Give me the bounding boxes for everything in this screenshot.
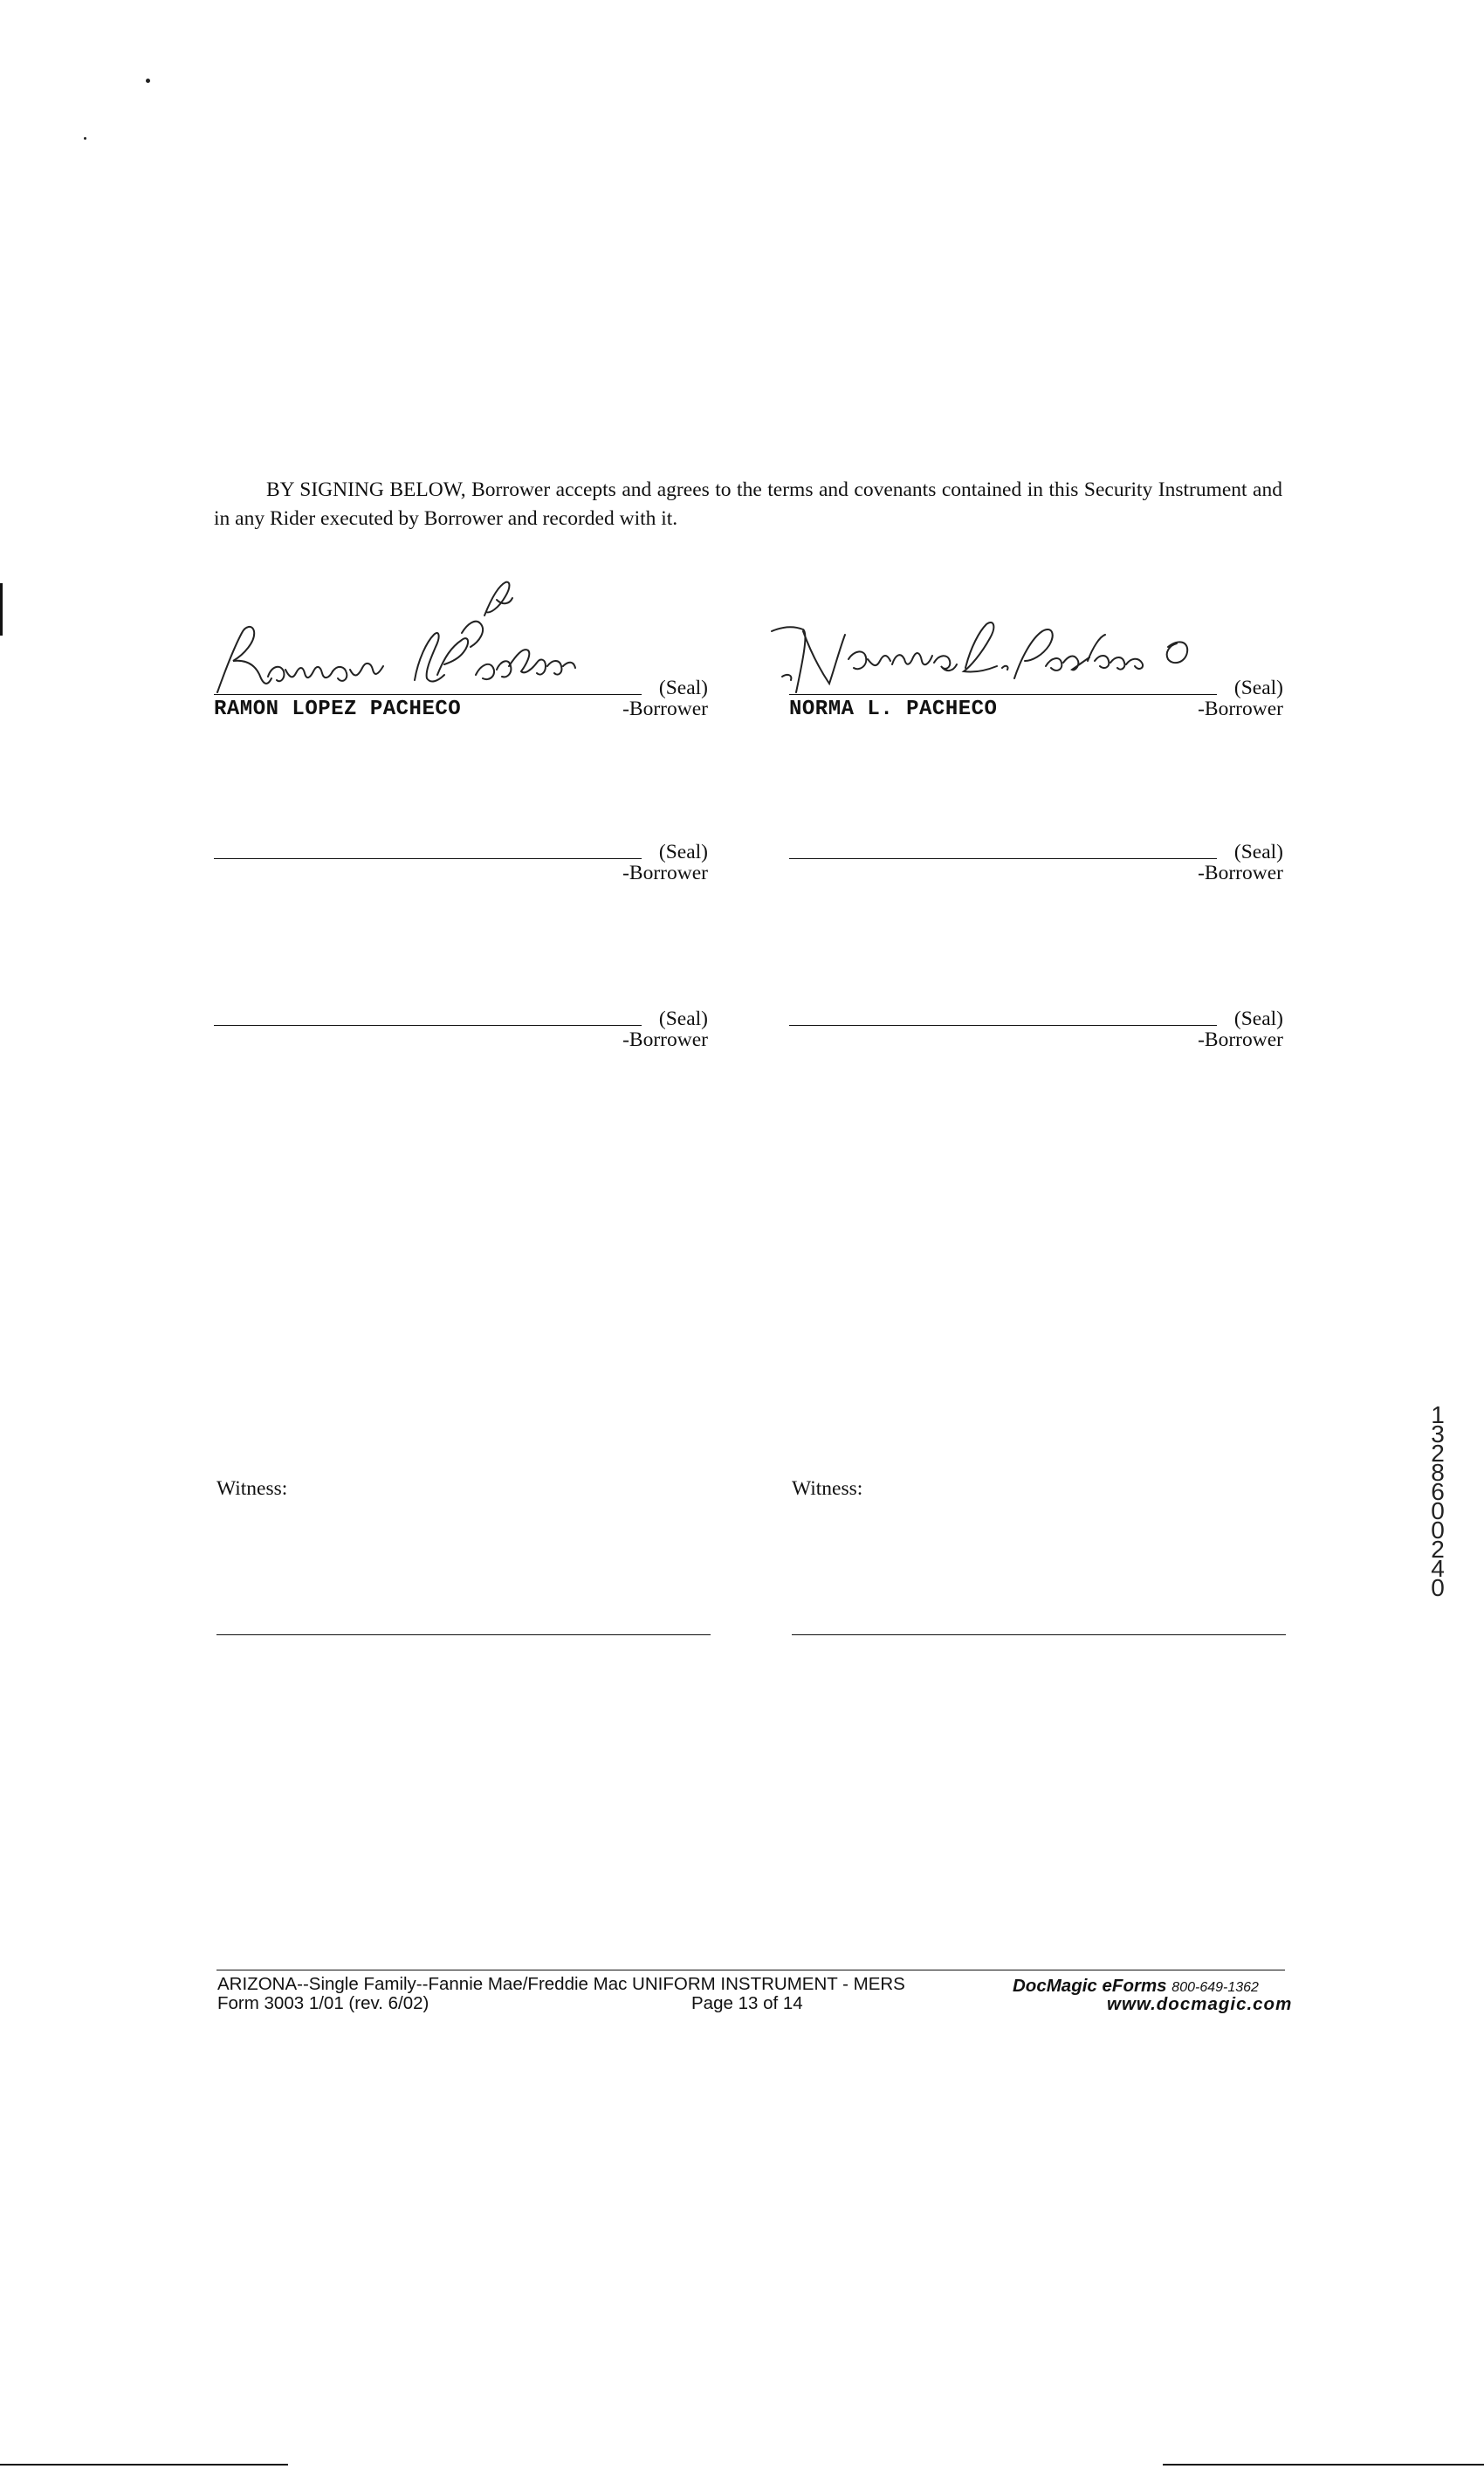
signature-block-ramon [214, 677, 708, 781]
seal-label: (Seal) [658, 841, 708, 863]
signature-block-blank [789, 1008, 1283, 1112]
seal-label: (Seal) [1233, 677, 1283, 699]
signature-acknowledgement-text [214, 476, 1282, 533]
borrower-label: -Borrower [622, 698, 708, 720]
seal-label: (Seal) [1233, 841, 1283, 863]
signature-block-blank [214, 841, 708, 946]
signature-block-norma [789, 677, 1283, 781]
witness-signature-line [792, 1634, 1286, 1635]
footer-phone: 800-649-1362 [1171, 1980, 1259, 1995]
seal-label: (Seal) [658, 1008, 708, 1030]
eforms-logo: eForms [1102, 1976, 1167, 1996]
recording-number-stamp: 13286 00240 [1431, 1401, 1445, 1601]
footer-form-title: ARIZONA--Single Family--Fannie Mae/Freddie Mac UNIFORM INSTRUMENT - MERS [217, 1974, 905, 1994]
borrower-label: -Borrower [1198, 698, 1283, 720]
signature-line [214, 858, 642, 859]
signature-line [789, 1025, 1217, 1026]
scan-edge-mark [0, 583, 3, 636]
borrower-label: -Borrower [622, 862, 708, 884]
scan-speck [146, 79, 150, 83]
scan-edge-mark [1163, 2464, 1484, 2466]
signature-block-blank [789, 841, 1283, 946]
witness-signature-line [216, 1634, 711, 1635]
signer-name: NORMA L. PACHECO [789, 698, 998, 721]
signature-block-blank [214, 1008, 708, 1112]
signature-line [789, 694, 1217, 695]
signer-name: RAMON LOPEZ PACHECO [214, 698, 462, 721]
footer-page-number: Page 13 of 14 [691, 1993, 803, 2013]
footer-url: www.docmagic.com [1107, 1994, 1293, 2014]
scan-edge-mark [0, 2464, 288, 2466]
seal-label: (Seal) [658, 677, 708, 699]
witness-label: Witness: [216, 1477, 288, 1500]
signature-line [789, 858, 1217, 859]
seal-label: (Seal) [1233, 1008, 1283, 1030]
footer-form-number: Form 3003 1/01 (rev. 6/02) [217, 1993, 429, 2013]
signature-line [214, 1025, 642, 1026]
borrower-label: -Borrower [622, 1028, 708, 1051]
witness-label: Witness: [792, 1477, 863, 1500]
borrower-label: -Borrower [1198, 862, 1283, 884]
acknowledgement-sentence: BY SIGNING BELOW, Borrower accepts and agrees to the terms and covenants contained in this Security Instrument and in any Rider executed by Borrower and recorded with it. [214, 478, 1282, 530]
signature-norma [784, 563, 1220, 694]
docmagic-logo: DocMagic [1013, 1976, 1097, 1996]
borrower-label: -Borrower [1198, 1028, 1283, 1051]
scan-speck [84, 137, 86, 140]
signature-line [214, 694, 642, 695]
signature-ramon [209, 563, 645, 694]
